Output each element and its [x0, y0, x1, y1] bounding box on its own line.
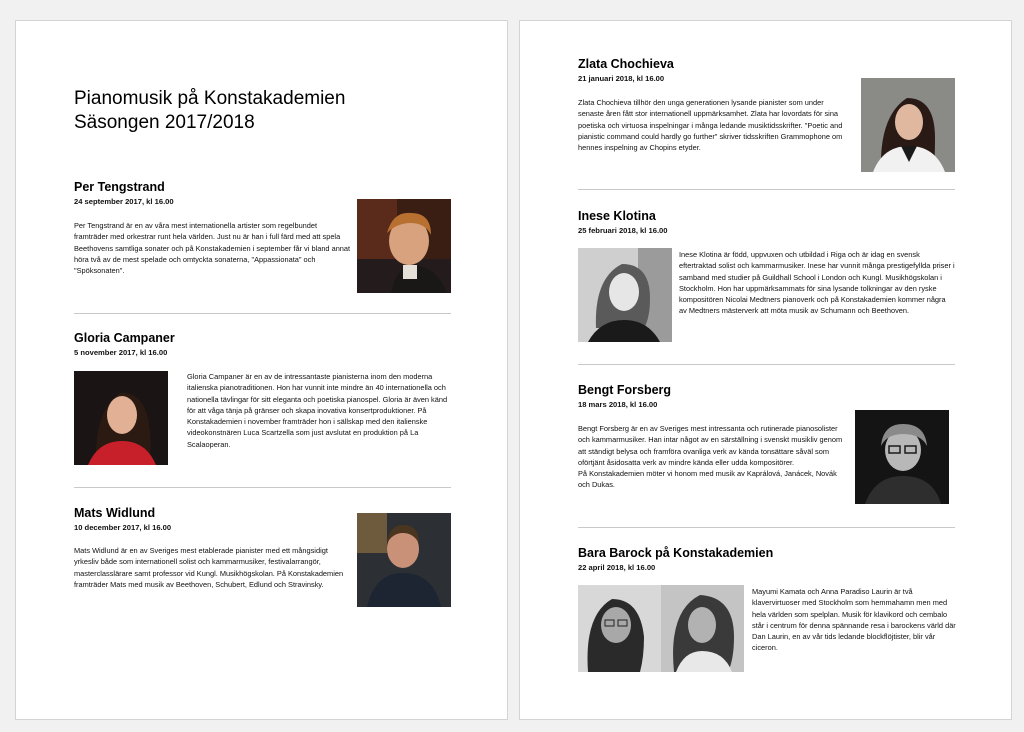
section-date: 10 december 2017, kl 16.00 [74, 523, 172, 532]
section-divider [578, 189, 955, 190]
section-text: Zlata Chochieva tillhör den unga generationen lysande pianister som under senaste åren fått stor internationell uppmärksamhet. Zlata har lovordats för sina poetiska och virtuosa inspelningar i många ledande musiktidsskrifter. "Poetic and pianistic command could hardly go further" skriver tidsskriften Grammophone om hennes inspelning av Chopins etyder. [578, 98, 843, 153]
portrait-photo [357, 513, 451, 607]
concert-section-bara-barock [578, 545, 956, 653]
concert-section-zlata-chochieva [578, 56, 955, 153]
section-heading: Gloria Campaner [74, 331, 175, 345]
portrait-photo [861, 78, 955, 172]
section-text: Inese Klotina är född, uppvuxen och utbildad i Riga och är idag en svensk eftertraktad solist och kammarmusiker. Inese har vunnit många prestigefyllda priser i samband med studier på Guildhall School i London och Kungl. Musikhögskolan i Stockholm. Hon har uppmärksammats för sina lysande tolkningar av den ryske kompositören Nicolai Medtners pianoverk och på Konstakademien kommer några av Medtners mästerverk att möta musik av Schumann och Beethoven. [679, 250, 955, 316]
section-date: 22 april 2018, kl 16.00 [578, 563, 656, 572]
section-text: Mayumi Kamata och Anna Paradiso Laurin är två klavervirtuoser med Stockholm som hemmahamn men med hela världen som spelplan. Musik för klavikord och cembalo står i centrum för denna spännande resa i barockens värld där Dan Laurin, en av vår tids ledande blockflöjtister, blir vår ciceron. [752, 587, 956, 653]
section-text: Mats Widlund är en av Sveriges mest etablerade pianister med ett mångsidigt yrkesliv både som internationell solist och kammarmusiker, festivalarrangör, masterclasslärare samt professor vid Kungl. Musikhögskolan. På Konstakademien framträder Mats med musik av Beethoven, Schubert, Edlund och Stravinsky. [74, 546, 344, 589]
section-heading: Per Tengstrand [74, 180, 165, 194]
section-date: 24 september 2017, kl 16.00 [74, 197, 174, 206]
document-page-left [15, 20, 508, 720]
section-text: Per Tengstrand är en av våra mest internationella artister som regelbundet framträder med orkestrar runt hela världen. Just nu är han i full färd med att spela Beethovens samtliga sonater och på Konstakademien i september får vi bland annat höra två av de mest spelade och omtyckta sonaterna, "Appassionata" och "Spöksonaten". [74, 221, 351, 276]
document-page-right [519, 20, 1012, 720]
concert-section-inese-klotina [578, 208, 955, 316]
section-heading: Bara Barock på Konstakademien [578, 546, 774, 560]
section-date: 25 februari 2018, kl 16.00 [578, 226, 668, 235]
duo-photo [578, 585, 744, 672]
portrait-photo [357, 199, 451, 293]
concert-section-bengt-forsberg [578, 382, 955, 490]
section-heading: Zlata Chochieva [578, 57, 674, 71]
section-divider [578, 364, 955, 365]
portrait-photo [855, 410, 949, 504]
portrait-photo [74, 371, 168, 465]
section-divider [74, 313, 451, 314]
section-heading: Mats Widlund [74, 506, 156, 520]
concert-section-mats-widlund [74, 505, 451, 589]
concert-section-per-tengstrand [74, 179, 451, 276]
title-line-1: Pianomusik på Konstakademien [74, 88, 346, 109]
document-title [74, 87, 345, 135]
section-text: Bengt Forsberg är en av Sveriges mest intressanta och rutinerade pianosolister och kammarmusiker. Han intar något av en särställning i svenskt musikliv genom att ständigt belysa och framföra ovanliga verk av kända tonsättare såväl som oförtjänt åsidosatta verk av mindre kända eller udda kompositörer. På Konstakademien möter vi honom med musik av Kaprálová, Janácek, Novák och Dukas. [578, 424, 843, 490]
section-heading: Bengt Forsberg [578, 383, 672, 397]
section-text: Gloria Campaner är en av de intressantaste pianisterna inom den moderna italienska pianotraditionen. Hon har vunnit inte mindre än 40 internationella och nationella tävlingar för sitt eleganta och poetiska pianospel. Gloria är även känd för att våga tänja på gränser och skapa inovativa konsertproduktioner. På Konstakademien i november framträder hon i sällskap med den italienske videokonstnären Luca Scartzella som just avslutat en produktion på La Scalaoperan. [187, 372, 448, 449]
section-divider [74, 487, 451, 488]
portrait-photo [578, 248, 672, 342]
section-divider [578, 527, 955, 528]
section-date: 18 mars 2018, kl 16.00 [578, 400, 658, 409]
title-line-2: Säsongen 2017/2018 [74, 112, 255, 133]
section-heading: Inese Klotina [578, 209, 656, 223]
concert-section-gloria-campaner [74, 330, 451, 449]
section-date: 5 november 2017, kl 16.00 [74, 348, 168, 357]
section-date: 21 januari 2018, kl 16.00 [578, 74, 665, 83]
